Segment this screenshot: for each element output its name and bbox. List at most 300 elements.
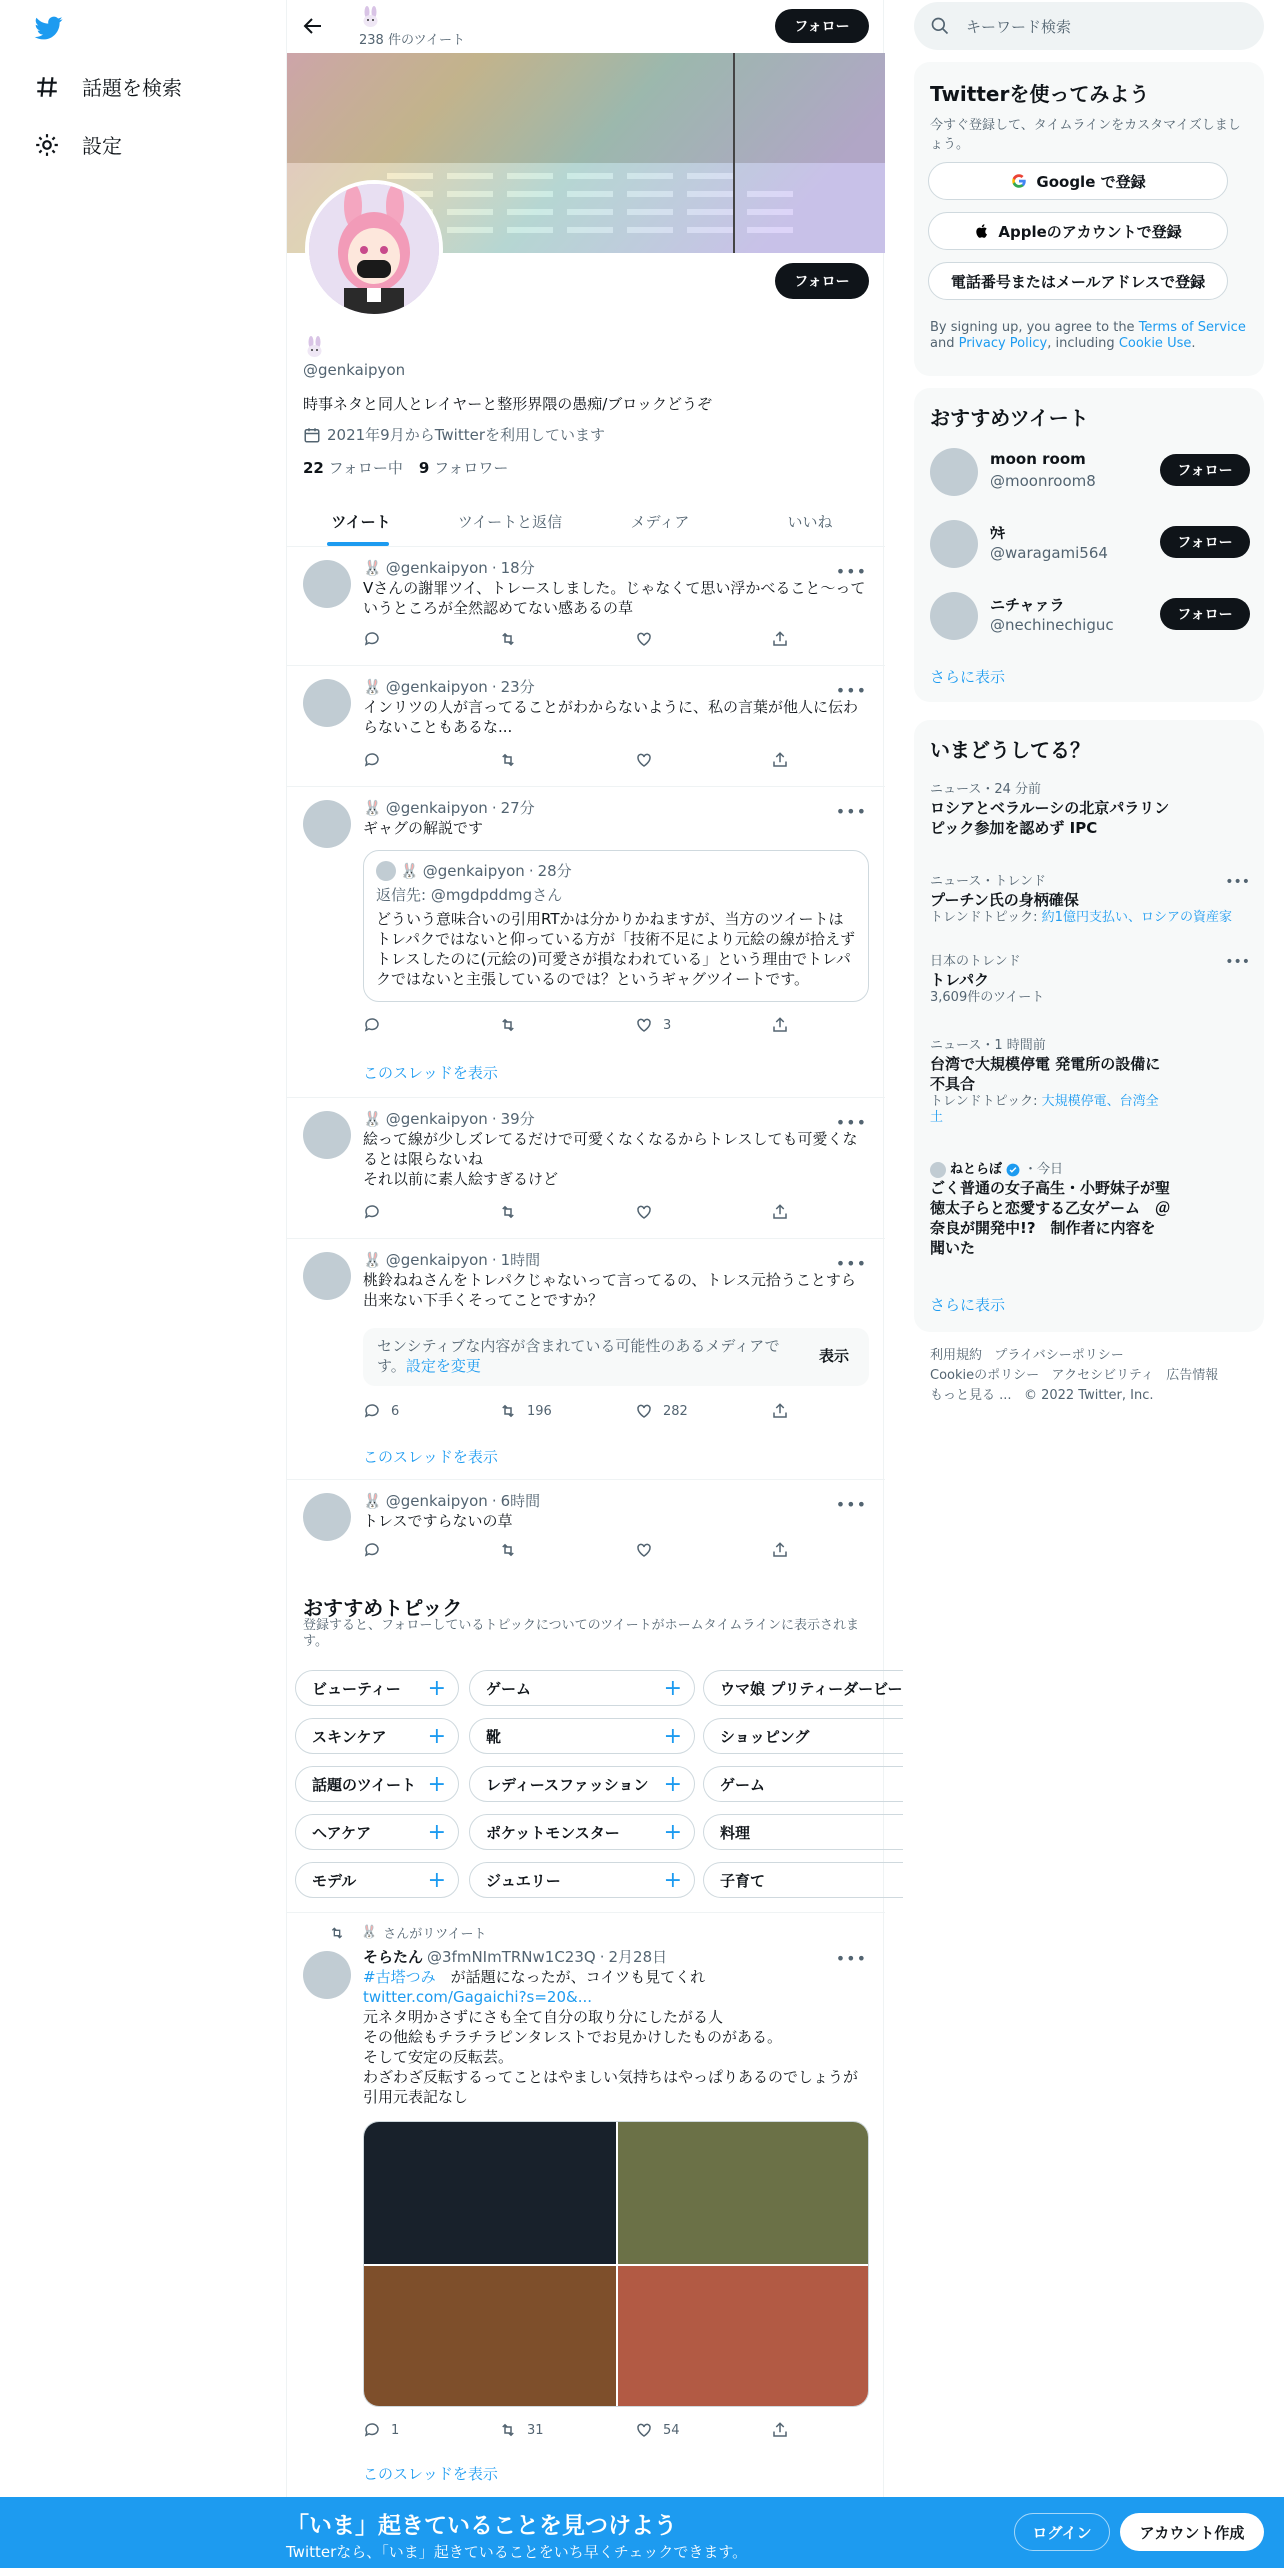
reply-count: 1 — [391, 2422, 400, 2438]
tweet-body — [363, 1109, 869, 1189]
heart-icon — [635, 751, 653, 769]
heart-icon — [635, 1402, 653, 1420]
footer-ads[interactable]: 広告情報 — [1166, 1368, 1219, 1383]
topic-label: 料理 — [720, 1823, 751, 1842]
author-name[interactable]: そらたん — [363, 1948, 424, 1966]
back-arrow-icon[interactable] — [301, 14, 325, 38]
verified-icon — [1006, 1163, 1020, 1177]
tweet-header: そらたん @3fmNImTRNw1C23Q · 2月28日 — [363, 1948, 668, 1966]
header-tweet-count: 238 件のツイート — [359, 33, 466, 48]
tweet[interactable] — [287, 1099, 885, 1239]
topic-label: ショッピング — [720, 1727, 810, 1746]
show-media-button[interactable]: 表示 — [818, 1347, 849, 1365]
more-icon[interactable]: ••• — [835, 1254, 867, 1273]
tweet-handle[interactable]: @3fmNImTRNw1C23Q — [427, 1948, 596, 1966]
topic-label: モデル — [312, 1871, 357, 1890]
login-button[interactable]: ログイン — [1014, 2513, 1110, 2551]
search-box[interactable] — [914, 2, 1264, 50]
more-icon[interactable]: ••• — [835, 681, 867, 700]
topic-label: ポケットモンスター — [486, 1823, 620, 1842]
tweet-handle[interactable]: @genkaipyon — [385, 559, 488, 577]
tweet-time[interactable]: 2月28日 — [608, 1948, 668, 1966]
topic-label: 靴 — [486, 1727, 502, 1746]
recommend-card — [914, 388, 1264, 702]
topic-chip[interactable] — [703, 1862, 903, 1898]
recommended-user[interactable] — [930, 590, 1250, 642]
bunny-icon: 🐰 — [400, 862, 419, 880]
plus-icon: + — [663, 1723, 682, 1749]
follow-button[interactable]: フォロー — [1160, 526, 1250, 558]
footer-cookie[interactable]: Cookieのポリシー — [930, 1368, 1040, 1383]
trend-meta: ニュース・トレンド — [930, 874, 1047, 889]
trend-meta: ニュース・24 分前 — [930, 782, 1042, 797]
header-follow-button[interactable]: フォロー — [775, 9, 869, 43]
heart-icon — [635, 1541, 653, 1559]
following-count: 22 — [303, 459, 324, 477]
share-button[interactable] — [771, 630, 907, 648]
bunny-icon: 🐰 — [363, 1110, 382, 1128]
legal-text: By signing up, you agree to the — [930, 320, 1139, 335]
tweet-handle[interactable]: @genkaipyon — [385, 1110, 488, 1128]
avatar — [930, 1162, 946, 1178]
tweet[interactable] — [287, 1481, 885, 1577]
phone-email-signup-button[interactable]: 電話番号またはメールアドレスで登録 — [928, 262, 1228, 300]
trend-title: プーチン氏の身柄確保 — [930, 891, 1079, 909]
like-count: 282 — [663, 1403, 688, 1419]
trend-title: トレパク — [930, 971, 989, 989]
bunny-icon: 🐰 — [363, 678, 382, 696]
tweet-avatar[interactable] — [303, 800, 351, 848]
avatar[interactable] — [930, 448, 978, 496]
quote-avatar — [376, 861, 396, 881]
tweet-avatar[interactable] — [303, 1951, 351, 1999]
trend-topics-links[interactable]: 大規模停電、台湾全土 — [930, 1094, 1159, 1125]
tweet-body — [363, 558, 869, 618]
trend-meta-row — [930, 1162, 1250, 1178]
reply-icon — [363, 2421, 381, 2439]
share-icon — [771, 1541, 789, 1559]
user-name: ｳｷ — [990, 524, 1006, 542]
share-icon — [771, 751, 789, 769]
tweet-handle[interactable]: @genkaipyon — [385, 799, 488, 817]
share-icon — [771, 2421, 789, 2439]
tab-likes[interactable]: いいね — [787, 512, 833, 531]
tweet[interactable] — [287, 788, 885, 1098]
avatar[interactable] — [930, 520, 978, 568]
retweeted-by-text[interactable]: さんがリツイート — [383, 1927, 487, 1942]
tab-tweets[interactable]: ツイート — [331, 512, 391, 531]
tweet-avatar[interactable] — [303, 560, 351, 608]
terms-link[interactable]: Terms of Service — [1138, 320, 1246, 335]
tweet[interactable] — [287, 667, 885, 787]
footer-copyright: © 2022 Twitter, Inc. — [1023, 1388, 1154, 1403]
footer-accessibility[interactable]: アクセシビリティ — [1051, 1368, 1154, 1383]
tweet-text: ギャグの解説です — [363, 819, 484, 837]
trend-author: ねとらぼ — [950, 1162, 1003, 1177]
retweet-button[interactable] — [499, 1203, 635, 1221]
tweet-time[interactable]: 18分 — [500, 559, 535, 577]
profile-tabs — [287, 495, 885, 547]
heart-icon — [635, 1016, 653, 1034]
topic-chip[interactable] — [703, 1766, 903, 1802]
topic-chip[interactable] — [469, 1718, 695, 1754]
trend-count: 3,609件のツイート — [930, 990, 1045, 1005]
reply-count: 6 — [391, 1403, 400, 1419]
reply-button[interactable] — [363, 1203, 499, 1221]
reply-button[interactable] — [363, 1541, 499, 1559]
tweet-body — [363, 798, 869, 838]
plus-icon: + — [427, 1819, 446, 1845]
profile-handle: @genkaipyon — [303, 361, 406, 379]
google-signup-button[interactable] — [928, 162, 1228, 200]
tweet-avatar[interactable] — [303, 679, 351, 727]
trend-item[interactable] — [930, 1162, 1250, 1258]
tweet-handle[interactable]: @genkaipyon — [385, 1492, 488, 1510]
avatar[interactable] — [930, 592, 978, 640]
retweet-button[interactable] — [499, 1016, 635, 1034]
tweet[interactable] — [287, 548, 885, 666]
reply-button[interactable] — [363, 1016, 499, 1034]
user-handle: @waragami564 — [990, 544, 1108, 562]
cookie-link[interactable]: Cookie Use — [1118, 336, 1192, 351]
trend-topics-label: トレンドトピック: — [930, 1094, 1042, 1109]
tweet-header: 🐰 @genkaipyon · 6時間 — [363, 1492, 541, 1510]
more-icon[interactable]: ••• — [1225, 874, 1250, 890]
followers-count: 9 — [418, 459, 430, 477]
topic-label: 子育て — [720, 1871, 766, 1890]
more-icon[interactable]: ••• — [835, 1495, 867, 1514]
like-button[interactable] — [635, 751, 771, 769]
more-icon[interactable]: ••• — [835, 1949, 867, 1968]
reply-icon — [363, 1402, 381, 1420]
tweet-body — [363, 677, 869, 737]
tweet-time[interactable]: 23分 — [500, 678, 535, 696]
tweet-time[interactable]: 1時間 — [500, 1251, 541, 1269]
retweet-button[interactable] — [499, 630, 635, 648]
bottom-signup-bar — [0, 2497, 1284, 2568]
tweet-body — [363, 1250, 869, 1310]
reply-icon — [363, 751, 381, 769]
retweet-button[interactable] — [499, 1541, 635, 1559]
reply-to-suffix: さん — [532, 886, 563, 904]
tweet-text: トレスですらないの草 — [363, 1512, 513, 1530]
reply-icon — [363, 630, 381, 648]
show-thread-link[interactable]: このスレッドを表示 — [363, 1448, 498, 1466]
following-link[interactable] — [303, 457, 403, 478]
user-handle: @moonroom8 — [990, 472, 1096, 490]
reply-to-handle: @mgdpddmg — [430, 886, 533, 904]
profile-avatar[interactable] — [305, 180, 443, 318]
plus-icon: + — [663, 1675, 682, 1701]
search-placeholder[interactable]: キーワード検索 — [966, 17, 1072, 36]
topic-chip[interactable] — [295, 1814, 459, 1850]
share-button[interactable] — [771, 1541, 907, 1559]
profile-follow-button[interactable]: フォロー — [775, 263, 869, 299]
trend-item[interactable] — [930, 954, 1250, 1006]
trend-topics-links[interactable]: 約1億円支払い、ロシアの資産家 — [1041, 910, 1232, 925]
profile-bio: 時事ネタと同人とレイヤーと整形界隈の愚痴/ブロックどうぞ — [303, 395, 713, 413]
nav-explore[interactable] — [34, 72, 182, 101]
quote-time: 28分 — [537, 862, 572, 880]
retweet-icon — [329, 1925, 345, 1941]
topic-chip[interactable] — [295, 1766, 459, 1802]
topic-label: ヘアケア — [312, 1823, 372, 1842]
calendar-icon — [303, 426, 321, 444]
retweet[interactable] — [287, 1913, 885, 2497]
hashtag-text: が話題になったが、コイツも見てくれ — [435, 1968, 706, 1986]
topic-chip[interactable] — [703, 1670, 903, 1706]
tweet-avatar[interactable] — [303, 1493, 351, 1541]
plus-icon: + — [663, 1819, 682, 1845]
user-name: ニチャァラ — [990, 596, 1065, 614]
plus-icon: + — [427, 1771, 446, 1797]
reply-button[interactable] — [363, 1402, 499, 1420]
like-button[interactable] — [635, 1203, 771, 1221]
tweet-avatar[interactable] — [303, 1252, 351, 1300]
trend-topics — [930, 910, 1250, 926]
tweet-body — [363, 1491, 869, 1531]
trend-meta: ニュース・1 時間前 — [930, 1038, 1046, 1053]
footer-more[interactable]: もっと見る ... — [930, 1388, 1012, 1403]
trend-meta: ・今日 — [1024, 1162, 1064, 1177]
show-thread-link[interactable]: このスレッドを表示 — [363, 2465, 498, 2483]
show-thread-link[interactable]: このスレッドを表示 — [363, 1064, 498, 1082]
reply-icon — [363, 1203, 381, 1221]
topic-chip[interactable] — [295, 1670, 459, 1706]
reply-button[interactable] — [363, 630, 499, 648]
tweet-time[interactable]: 27分 — [500, 799, 535, 817]
retweet-icon — [499, 2421, 517, 2439]
hashtag-icon — [34, 74, 60, 100]
quote-header: 🐰 @genkaipyon · 28分 — [376, 861, 856, 881]
retweet-count: 196 — [527, 1403, 552, 1419]
heart-icon — [635, 630, 653, 648]
heart-icon — [635, 1203, 653, 1221]
followers-link[interactable] — [419, 457, 508, 478]
sensitive-text: センシティブな内容が含まれている可能性のあるメディアです。 — [377, 1337, 780, 1375]
like-button[interactable] — [635, 1402, 771, 1420]
topic-label: スキンケア — [312, 1727, 387, 1746]
twitter-logo-icon[interactable] — [34, 14, 64, 42]
tweet-handle[interactable]: @genkaipyon — [385, 678, 488, 696]
tweet-url-link[interactable]: twitter.com/Gagaichi?s=20&... — [363, 1988, 593, 2006]
retweet-button[interactable] — [499, 2421, 635, 2439]
privacy-link[interactable]: Privacy Policy — [958, 336, 1048, 351]
followers-label: フォロワー — [434, 459, 509, 477]
retweet-icon — [499, 1203, 517, 1221]
tab-media[interactable]: メディア — [630, 512, 690, 531]
tweet-image-1[interactable] — [364, 2122, 616, 2264]
topic-chip[interactable] — [469, 1862, 695, 1898]
following-label: フォロー中 — [328, 459, 403, 477]
trends-card — [914, 720, 1264, 1332]
bunny-icon — [303, 336, 327, 358]
reply-button[interactable] — [363, 2421, 499, 2439]
topic-chip[interactable] — [703, 1718, 903, 1754]
tweet-header: 🐰 @genkaipyon · 1時間 — [363, 1251, 541, 1269]
topic-chip[interactable] — [469, 1814, 695, 1850]
google-icon — [1010, 172, 1028, 190]
trend-topics-label: トレンドトピック: — [930, 910, 1042, 925]
share-icon — [771, 1203, 789, 1221]
apple-icon — [974, 222, 990, 240]
tab-tweets-replies[interactable]: ツイートと返信 — [457, 512, 563, 531]
trend-item[interactable] — [930, 782, 1250, 838]
retweet-icon — [499, 630, 517, 648]
bunny-icon: 🐰 — [363, 1251, 382, 1269]
topic-chip[interactable] — [703, 1814, 903, 1850]
avatar-image — [309, 184, 439, 314]
follow-button[interactable]: フォロー — [1160, 454, 1250, 486]
profile-header-bar — [287, 0, 885, 53]
tweet-image-4[interactable] — [618, 2266, 869, 2407]
tweet-header: 🐰 @genkaipyon · 23分 — [363, 678, 535, 696]
profile-stats — [303, 457, 508, 478]
tweet-body — [363, 1947, 869, 2107]
plus-icon: + — [663, 1771, 682, 1797]
like-button[interactable] — [635, 2421, 771, 2439]
topics-subtitle: 登録すると、フォローしているトピックについてのツイートがホームタイムラインに表示されます。 — [303, 1618, 860, 1649]
bottom-bar-subtitle: Twitterなら、「いま」起きていることをいち早くチェックできます。 — [286, 2543, 748, 2561]
tweet-time[interactable]: 6時間 — [500, 1492, 541, 1510]
topic-chip[interactable] — [469, 1670, 695, 1706]
share-icon — [771, 1402, 789, 1420]
tweet-actions — [363, 630, 907, 648]
trends-title: いまどうしてる？ — [930, 738, 1090, 762]
trend-item[interactable] — [930, 1038, 1250, 1126]
follow-button[interactable]: フォロー — [1160, 598, 1250, 630]
footer-links — [930, 1346, 1260, 1406]
signup-legal — [930, 320, 1248, 352]
retweet-count: 31 — [527, 2422, 544, 2438]
trend-item[interactable] — [930, 874, 1250, 926]
bunny-icon: 🐰 — [363, 799, 382, 817]
trend-meta: 日本のトレンド — [930, 954, 1021, 969]
legal-text: . — [1191, 336, 1196, 351]
hashtag-link[interactable]: #古塔つみ — [363, 1968, 436, 1986]
trend-title: ロシアとベラルーシの北京パラリンピック参加を認めず IPC — [930, 799, 1170, 837]
tweet-image-3[interactable] — [364, 2266, 616, 2407]
tweet-handle[interactable]: @genkaipyon — [385, 1251, 488, 1269]
trends-show-more[interactable]: さらに表示 — [930, 1296, 1006, 1314]
share-button[interactable] — [771, 1402, 907, 1420]
trend-title: 台湾で大規模停電 発電所の設備に不具合 — [930, 1055, 1161, 1093]
topics-title: おすすめトピック — [303, 1596, 463, 1620]
recommended-user[interactable] — [930, 446, 1250, 498]
more-icon[interactable]: ••• — [835, 562, 867, 581]
tab-active-indicator — [327, 542, 389, 546]
retweet-icon — [499, 1402, 517, 1420]
like-button[interactable] — [635, 1541, 771, 1559]
recommended-user[interactable] — [930, 518, 1250, 570]
share-button[interactable] — [771, 751, 907, 769]
main-column — [286, 0, 903, 2568]
share-button[interactable] — [771, 1203, 907, 1221]
apple-signup-button[interactable] — [928, 212, 1228, 250]
topic-chip[interactable] — [469, 1766, 695, 1802]
topic-label: レディースファッション — [486, 1775, 649, 1794]
nav-explore-label: 話題を検索 — [82, 76, 182, 100]
tweet-hashtag-line — [363, 1967, 869, 1987]
google-signup-label: Google で登録 — [1036, 172, 1146, 191]
signup-card — [914, 62, 1264, 376]
tweet-time[interactable]: 39分 — [500, 1110, 535, 1128]
retweet-button[interactable] — [499, 751, 635, 769]
plus-icon: + — [427, 1723, 446, 1749]
topic-label: ゲーム — [486, 1679, 532, 1698]
bunny-icon: 🐰 — [361, 1925, 378, 1940]
tweet-actions — [363, 1203, 907, 1221]
retweet-icon — [499, 1016, 517, 1034]
quoted-tweet[interactable] — [363, 850, 869, 1002]
change-settings-link[interactable]: 設定を変更 — [405, 1357, 481, 1375]
retweet-button[interactable] — [499, 1402, 635, 1420]
recommend-show-more[interactable]: さらに表示 — [930, 668, 1006, 686]
bunny-icon: 🐰 — [363, 1492, 382, 1510]
sensitive-media-warning — [363, 1328, 869, 1386]
profile-joined-text: 2021年9月からTwitterを利用しています — [327, 426, 605, 444]
search-icon — [930, 16, 950, 36]
retweeted-by — [329, 1923, 487, 1942]
topic-label: ゲーム — [720, 1775, 766, 1794]
reply-icon — [363, 1016, 381, 1034]
tweet-avatar[interactable] — [303, 1111, 351, 1159]
topic-chip[interactable] — [295, 1862, 459, 1898]
more-icon[interactable]: ••• — [835, 1113, 867, 1132]
topic-label: ビューティー — [312, 1679, 401, 1698]
tweet-image-grid[interactable] — [363, 2121, 869, 2407]
like-button[interactable] — [635, 630, 771, 648]
profile-name-emoji — [303, 336, 327, 362]
topic-chip[interactable] — [295, 1718, 459, 1754]
tweet-text: 絵って線が少しズレてるだけで可愛くなくなるからトレスしても可愛くなるとは限らないね それ以前に素人絵すぎるけど — [363, 1130, 858, 1188]
tweet-header: 🐰 @genkaipyon · 27分 — [363, 799, 535, 817]
bunny-icon: 🐰 — [363, 559, 382, 577]
tweet-text: 桃鈴ねねさんをトレパクじゃないって言ってるの、トレス元拾うことすら出来ない下手くそってことですか？ — [363, 1271, 856, 1309]
nav-settings[interactable] — [34, 130, 122, 159]
like-button[interactable] — [635, 1016, 771, 1034]
quote-text: どういう意味合いの引用RTかは分かりかねますが、当方のツイートはトレパクではないと仰っている方が「技術不足により元絵の線が拾えずトレスしたのに(元絵の)可愛さが損なわれている」という理由でトレパクではないと主張しているのでは？というギャグツイートです。 — [376, 910, 855, 988]
footer-privacy[interactable]: プライバシーポリシー — [994, 1348, 1124, 1363]
tweet-text: Vさんの謝罪ツイ、トレースしました。じゃなくて思い浮かべること〜っていうところが全然認めてない感あるの草 — [363, 579, 866, 617]
reply-button[interactable] — [363, 751, 499, 769]
trend-topics — [930, 1094, 1170, 1126]
reply-icon — [363, 1541, 381, 1559]
share-icon — [771, 630, 789, 648]
gear-icon — [34, 132, 60, 158]
recommend-title: おすすめツイート — [930, 406, 1089, 430]
tweet-actions — [363, 1402, 907, 1420]
tweet-header: 🐰 @genkaipyon · 39分 — [363, 1110, 535, 1128]
more-icon[interactable]: ••• — [1225, 954, 1250, 970]
footer-terms[interactable]: 利用規約 — [930, 1348, 983, 1363]
bunny-icon — [359, 6, 383, 28]
tweet-image-2[interactable] — [618, 2122, 869, 2264]
share-button[interactable] — [771, 1016, 907, 1034]
tweet[interactable] — [287, 1240, 885, 1480]
share-button[interactable] — [771, 2421, 907, 2439]
topic-label: ウマ娘 プリティーダービー — [720, 1679, 903, 1698]
signup-button[interactable]: アカウント作成 — [1120, 2513, 1264, 2551]
more-icon[interactable]: ••• — [835, 802, 867, 821]
like-count: 54 — [663, 2422, 680, 2438]
quote-handle: @genkaipyon — [422, 862, 525, 880]
tweet-actions — [363, 2421, 907, 2439]
signup-title: Twitterを使ってみよう — [930, 82, 1150, 106]
user-handle: @nechinechiguc — [990, 616, 1114, 634]
topic-label: ジュエリー — [486, 1871, 561, 1890]
signup-subtitle: 今すぐ登録して、タイムラインをカスタマイズしましょう。 — [930, 118, 1241, 152]
